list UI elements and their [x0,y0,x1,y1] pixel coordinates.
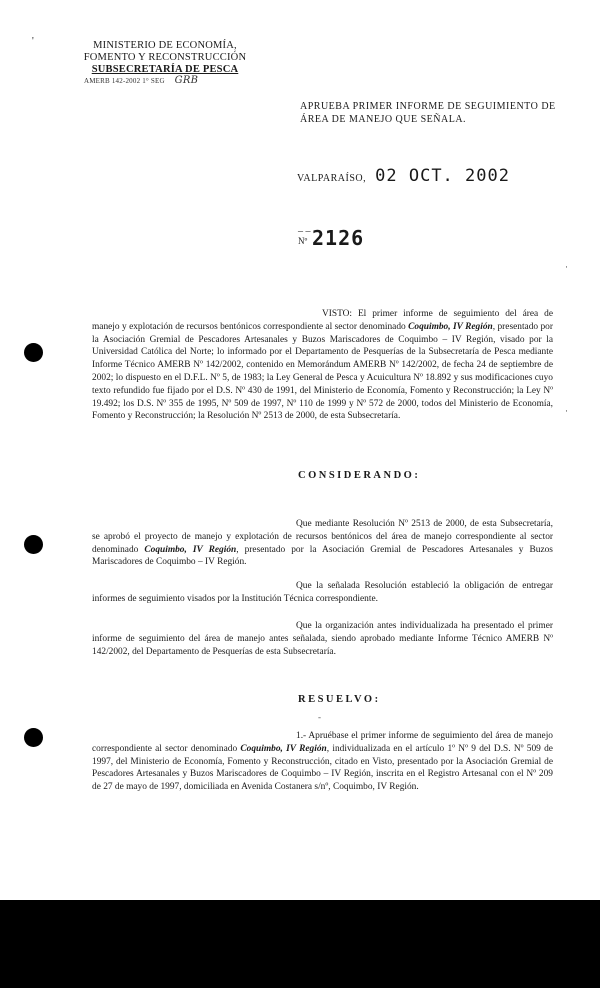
considerando-1-sector: Coquimbo, IV Región [144,544,237,555]
dash-marks: _ _ [298,222,311,233]
punch-hole [24,535,43,554]
visto-text-rest: , presentado por la Asociación Gremial de Pescadores Artesanales y Buzos Mariscadores de Coquimbo – IV Región, visado por la Universidad Católica del Norte; lo informado por el Departamento de Pesquerías de la Subsecretaría de Pesca mediante Informe Técnico AMERB Nº 142/2002, contenido en Memorándum AMERB Nº 142/2002, de fecha 24 de septiembre de 2002; lo dispuesto en el D.F.L. Nº 5, de 1983; la Ley General de Pesca y Acuicultura Nº 18.892 y sus modificaciones cuyo texto refundido fue fijado por el D.S. Nº 430 de 1991, del Ministerio de Economía, Fomento y Reconstrucción; la Ley Nº 19.492; los D.S. Nº 355 de 1995, Nº 509 de 1997, Nº 110 de 1999 y Nº 572 de 2000, todos del Ministerio de Economía, Fomento y Reconstrucción; la Resolución Nº 2513 de 2000, de esta Subsecretaría. [92,321,553,422]
ministry-line-2: FOMENTO Y RECONSTRUCCIÓN [83,52,247,63]
visto-section [92,308,553,423]
considerando-1-rest: , presentado por la Asociación Gremial de Pescadores Artesanales y Buzos Mariscadores de Coquimbo – IV Región. [92,544,553,568]
considerando-paragraph-2 [92,580,553,606]
place-date-line [297,166,510,186]
reference-code: AMERB 142-2002 1° SEG [84,77,165,85]
letterhead [60,40,270,86]
corner-mark: ' [32,36,34,47]
considerando-2-text: Que la señalada Resolución estableció la obligación de entregar informes de seguimiento visados por la Institución Técnica correspondiente. [92,581,553,604]
subsecretaria-line: SUBSECRETARÍA DE PESCA [91,64,239,75]
number-label: Nº [298,236,308,246]
reference-line [60,76,270,86]
visto-sector: Coquimbo, IV Región [408,321,493,332]
considerando-heading: CONSIDERANDO: [298,470,421,481]
date-stamp: 02 OCT. 2002 [375,166,510,186]
resolution-number: 2126 [312,226,365,250]
punch-hole [24,343,43,362]
considerando-paragraph-1 [92,518,553,569]
stray-mark: - [318,712,321,722]
resuelvo-paragraph-1 [92,730,553,794]
document-subject: APRUEBA PRIMER INFORME DE SEGUIMIENTO DE ÁREA DE MANEJO QUE SEÑALA. [300,101,556,125]
resuelvo-heading: RESUELVO: [298,694,381,705]
considerando-paragraph-3 [92,620,553,658]
margin-mark: · [565,406,568,416]
resuelvo-1-rest: , individualizada en el artículo 1º Nº 9 del D.S. Nº 509 de 1997, del Ministerio de Economía, Fomento y Reconstrucción, citado en Visto, presentado por la Asociación Gremial de Pescadores Artesanales y Buzos Mariscadores de Coquimbo – IV Región, inscrita en el Registro Artesanal con el Nº 209 de 27 de mayo de 1997, domiciliada en Avenida Costanera s/nº, Coquimbo, IV Región. [92,743,553,793]
scan-bottom-edge [0,900,600,988]
considerando-3-text: Que la organización antes individualizada ha presentado el primer informe de seguimiento del área de manejo antes señalada, siendo aprobado mediante Informe Técnico AMERB Nº 142/2002, del Departamento de Pesquerías de esta Subsecretaría. [92,621,553,657]
punch-hole [24,728,43,747]
handwritten-initials: GRB [174,75,199,86]
visto-text-start: VISTO: El primer informe de seguimiento del área de manejo y explotación de recursos bentónicos correspondiente al sector denominado [92,309,553,332]
resuelvo-1-start: 1.- Apruébase el primer informe de seguimiento del área de manejo correspondiente al sector denominado [92,731,553,754]
resuelvo-1-sector: Coquimbo, IV Región [240,743,327,754]
margin-mark: · [565,262,568,272]
place-label: VALPARAÍSO, [297,173,367,184]
ministry-line-1: MINISTERIO DE ECONOMÍA, [93,40,237,51]
considerando-1-start: Que mediante Resolución Nº 2513 de 2000, de esta Subsecretaría, se aprobó el proyecto de manejo y explotación de recursos bentónicos del área de manejo correspondiente al sector denominado [92,519,553,555]
